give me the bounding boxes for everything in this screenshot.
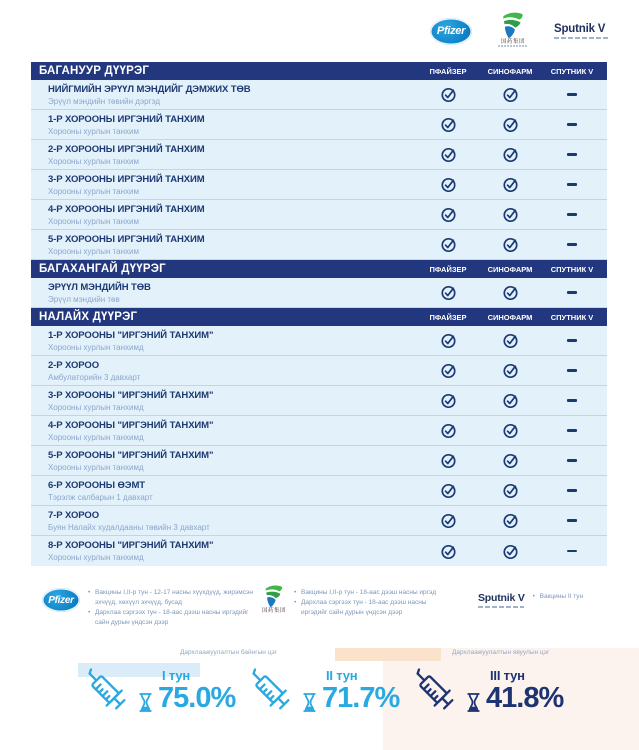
- legend-bullet: • Вакцины I,II-р тун - 12-17 насны хүүхдүүд, жирэмсэн эхчүүд, хөхүүл эхчүүд, бусад: [88, 588, 256, 608]
- check-icon: [440, 392, 457, 409]
- row-title: 2-Р ХОРООНЫ ИРГЭНИЙ ТАНХИМ: [48, 143, 205, 155]
- row-vaccine-cells: [417, 206, 607, 223]
- legend-pfizer: [42, 588, 260, 628]
- vaccine-cell: [541, 206, 603, 223]
- vaccine-cell: [417, 512, 479, 529]
- vaccine-cell: [479, 482, 541, 499]
- check-icon: [502, 422, 519, 439]
- vaccine-cell: [541, 176, 603, 193]
- hourglass-icon: [466, 692, 481, 713]
- vaccine-cell: [417, 176, 479, 193]
- vaccine-cell: [417, 332, 479, 349]
- vaccine-cell: [541, 482, 603, 499]
- check-icon: [440, 512, 457, 529]
- sputnik-logo-text: Sputnik V: [478, 592, 525, 604]
- vaccine-cell: [417, 236, 479, 253]
- row-title: 5-Р ХОРООНЫ "ИРГЭНИЙ ТАНХИМ": [48, 449, 214, 461]
- check-icon: [502, 284, 519, 301]
- check-icon: [502, 512, 519, 529]
- row-name: [31, 390, 417, 412]
- stat-dose-2: [246, 662, 399, 722]
- dash-icon: [567, 399, 577, 402]
- table-row: [31, 200, 607, 230]
- section-title: БАГАХАНГАЙ ДҮҮРЭГ: [39, 263, 166, 275]
- vaccine-cell: [479, 512, 541, 529]
- vaccine-cell: [541, 392, 603, 409]
- vaccine-cell: [541, 146, 603, 163]
- vaccine-cell: [541, 362, 603, 379]
- dash-icon: [567, 519, 577, 522]
- check-icon: [440, 482, 457, 499]
- legend-sinopharm: [262, 588, 440, 618]
- table-row: [31, 356, 607, 386]
- column-header: СПУТНИК V: [550, 312, 594, 322]
- stat-label: II тун: [326, 668, 358, 683]
- vaccine-cell: [417, 206, 479, 223]
- syringe-icon: [82, 662, 134, 722]
- row-name: [31, 84, 417, 106]
- row-subtitle: Хорооны хурлын танхим: [48, 156, 139, 166]
- check-icon: [502, 332, 519, 349]
- legend-bullet: • Дархлаа сэргээх тун - 18-аас дээш насны иргэдийг сайн дурын үндсэн дээр: [294, 598, 439, 618]
- vaccine-columns: [417, 313, 607, 322]
- row-name: [31, 330, 417, 352]
- vaccine-cell: [417, 362, 479, 379]
- vaccine-cell: [417, 392, 479, 409]
- column-header: СИНОФАРМ: [487, 66, 533, 76]
- check-icon: [440, 284, 457, 301]
- vaccine-cell: [479, 362, 541, 379]
- column-header: ПФАЙЗЕР: [429, 66, 467, 76]
- column-header: ПФАЙЗЕР: [429, 264, 467, 274]
- row-vaccine-cells: [417, 512, 607, 529]
- row-title: НИЙГМИЙН ЭРҮҮЛ МЭНДИЙГ ДЭМЖИХ ТӨВ: [48, 83, 251, 95]
- column-header: СПУТНИК V: [550, 66, 594, 76]
- check-icon: [440, 452, 457, 469]
- check-icon: [440, 362, 457, 379]
- stat-value: 71.7%: [322, 682, 400, 714]
- stat-value: 75.0%: [158, 682, 236, 714]
- vaccine-cell: [417, 284, 479, 301]
- vaccine-columns: [417, 265, 607, 274]
- row-name: [31, 450, 417, 472]
- legend-permanent-label: Дархлаажуулалтын байнгын цэг: [180, 649, 278, 656]
- hourglass-icon: [302, 692, 317, 713]
- vaccine-cell: [417, 452, 479, 469]
- table-row: [31, 326, 607, 356]
- pfizer-logo-small: [42, 588, 80, 612]
- check-icon: [440, 422, 457, 439]
- table-row: [31, 476, 607, 506]
- row-vaccine-cells: [417, 362, 607, 379]
- legend-bullet: • Вакцины II тун: [533, 592, 603, 602]
- vaccine-cell: [479, 176, 541, 193]
- vaccine-cell: [479, 284, 541, 301]
- row-title: 5-Р ХОРООНЫ ИРГЭНИЙ ТАНХИМ: [48, 233, 205, 245]
- row-subtitle: Буян Налайх худалдааны төвийн 3 давхарт: [48, 522, 210, 532]
- table-row: [31, 110, 607, 140]
- vaccine-cell: [479, 206, 541, 223]
- check-icon: [440, 146, 457, 163]
- vaccine-cell: [541, 116, 603, 133]
- row-subtitle: Хорооны хурлын танхимд: [48, 342, 144, 352]
- vaccine-cell: [541, 332, 603, 349]
- dash-icon: [567, 183, 577, 186]
- sputnik-logo-text: Sputnik V: [554, 23, 606, 35]
- dash-icon: [567, 339, 577, 342]
- sinopharm-cn-text: 国药集团: [262, 608, 287, 614]
- check-icon: [502, 543, 519, 560]
- vaccine-brand-logos: [430, 6, 608, 56]
- dash-icon: [567, 429, 577, 432]
- vaccine-cell: [417, 146, 479, 163]
- row-subtitle: Хорооны хурлын танхимд: [48, 553, 144, 562]
- vaccine-cell: [479, 543, 541, 560]
- stat-dose-3: [410, 662, 563, 722]
- row-title: 3-Р ХОРООНЫ "ИРГЭНИЙ ТАНХИМ": [48, 389, 214, 401]
- row-title: 7-Р ХОРОО: [48, 509, 99, 521]
- row-subtitle: Эрүүл мэндийн төвийн дэргэд: [48, 96, 161, 106]
- row-title: 4-Р ХОРООНЫ "ИРГЭНИЙ ТАНХИМ": [48, 419, 214, 431]
- check-icon: [502, 392, 519, 409]
- check-icon: [440, 206, 457, 223]
- sputnik-logo: [554, 23, 608, 39]
- sinopharm-logo: [498, 11, 528, 48]
- row-title: 1-Р ХОРООНЫ ИРГЭНИЙ ТАНХИМ: [48, 113, 205, 125]
- check-icon: [440, 236, 457, 253]
- row-vaccine-cells: [417, 452, 607, 469]
- table-row: [31, 416, 607, 446]
- row-vaccine-cells: [417, 116, 607, 133]
- check-icon: [502, 146, 519, 163]
- row-title: ЭРҮҮЛ МЭНДИЙН ТӨВ: [48, 281, 151, 293]
- table-row: [31, 386, 607, 416]
- row-subtitle: Тэрэлж салбарын 1 давхарт: [48, 492, 153, 502]
- vaccine-cell: [417, 543, 479, 560]
- section-header: [31, 62, 607, 80]
- vaccine-cell: [541, 422, 603, 439]
- row-name: [31, 510, 417, 532]
- table-row: [31, 506, 607, 536]
- dash-icon: [567, 153, 577, 156]
- stat-label: III тун: [490, 668, 525, 683]
- row-subtitle: Хорооны хурлын танхим: [48, 186, 139, 196]
- pfizer-logo-text: Pfizer: [48, 594, 74, 606]
- table-row: [31, 278, 607, 308]
- check-icon: [440, 332, 457, 349]
- check-icon: [440, 543, 457, 560]
- dash-icon: [567, 243, 577, 246]
- vaccine-cell: [541, 512, 603, 529]
- check-icon: [502, 86, 519, 103]
- vaccine-cell: [479, 236, 541, 253]
- row-name: [31, 480, 417, 502]
- row-subtitle: Амбулаторийн 3 давхарт: [48, 372, 141, 382]
- row-subtitle: Эрүүл мэндийн төв: [48, 294, 120, 304]
- table-row: [31, 536, 607, 566]
- row-name: [31, 144, 417, 166]
- row-vaccine-cells: [417, 392, 607, 409]
- vaccine-cell: [479, 332, 541, 349]
- vaccine-cell: [479, 422, 541, 439]
- check-icon: [502, 362, 519, 379]
- row-title: 4-Р ХОРООНЫ ИРГЭНИЙ ТАНХИМ: [48, 203, 205, 215]
- row-vaccine-cells: [417, 422, 607, 439]
- row-name: [31, 420, 417, 442]
- section-title: НАЛАЙХ ДҮҮРЭГ: [39, 311, 138, 323]
- sinopharm-logo-small: [262, 584, 286, 615]
- sputnik-subtext-line: [478, 606, 524, 608]
- table-row: [31, 140, 607, 170]
- table-row: [31, 170, 607, 200]
- sinopharm-subtext-line: [498, 45, 528, 47]
- pfizer-logo-text: Pfizer: [436, 25, 466, 37]
- syringe-icon: [246, 662, 298, 722]
- dash-icon: [567, 550, 577, 553]
- check-icon: [502, 236, 519, 253]
- vaccine-cell: [541, 86, 603, 103]
- row-title: 2-Р ХОРОО: [48, 359, 99, 371]
- column-header: СИНОФАРМ: [487, 312, 533, 322]
- vaccine-table: [31, 62, 607, 566]
- check-icon: [502, 452, 519, 469]
- table-row: [31, 230, 607, 260]
- row-subtitle: Хорооны хурлын танхим: [48, 216, 139, 226]
- check-icon: [440, 176, 457, 193]
- sinopharm-swirl-icon: [500, 11, 526, 39]
- column-header: СИНОФАРМ: [487, 264, 533, 274]
- vaccine-cell: [417, 422, 479, 439]
- sinopharm-cn-text: 国药集团: [500, 38, 525, 45]
- row-subtitle: Хорооны хурлын танхим: [48, 126, 139, 136]
- row-subtitle: Хорооны хурлын танхимд: [48, 432, 144, 442]
- row-name: [31, 204, 417, 226]
- check-icon: [502, 116, 519, 133]
- vaccine-cell: [479, 146, 541, 163]
- vaccine-cell: [541, 452, 603, 469]
- row-name: [31, 174, 417, 196]
- vaccine-cell: [417, 116, 479, 133]
- hourglass-icon: [138, 692, 153, 713]
- row-vaccine-cells: [417, 332, 607, 349]
- check-icon: [502, 176, 519, 193]
- sputnik-subtext-line: [554, 37, 608, 39]
- section-header: [31, 308, 607, 326]
- row-name: [31, 540, 417, 562]
- dash-icon: [567, 291, 577, 294]
- legend-bullet: • Вакцины I,II-р тун - 18-аас дээш насны иргэд: [294, 588, 439, 598]
- vaccine-cell: [541, 543, 603, 560]
- row-vaccine-cells: [417, 284, 607, 301]
- column-header: СПУТНИК V: [550, 264, 594, 274]
- vaccine-cell: [417, 86, 479, 103]
- vaccine-cell: [541, 284, 603, 301]
- dash-icon: [567, 369, 577, 372]
- row-vaccine-cells: [417, 86, 607, 103]
- vaccine-cell: [479, 116, 541, 133]
- row-vaccine-cells: [417, 146, 607, 163]
- section-title: БАГАНУУР ДҮҮРЭГ: [39, 65, 150, 77]
- vaccine-cell: [479, 86, 541, 103]
- dash-icon: [567, 93, 577, 96]
- table-row: [31, 80, 607, 110]
- row-name: [31, 234, 417, 256]
- dash-icon: [567, 489, 577, 492]
- row-subtitle: Хорооны хурлын танхимд: [48, 462, 144, 472]
- sputnik-logo-small: [478, 592, 525, 608]
- row-subtitle: Хорооны хурлын танхимд: [48, 402, 144, 412]
- dash-icon: [567, 123, 577, 126]
- row-title: 8-Р ХОРООНЫ "ИРГЭНИЙ ТАНХИМ": [48, 540, 214, 551]
- syringe-icon: [410, 662, 462, 722]
- check-icon: [502, 482, 519, 499]
- sinopharm-swirl-icon: [263, 584, 285, 608]
- row-name: [31, 360, 417, 382]
- row-vaccine-cells: [417, 482, 607, 499]
- legend-mobile-swatch: [335, 648, 441, 661]
- vaccine-cell: [541, 236, 603, 253]
- row-subtitle: Хорооны хурлын танхим: [48, 246, 139, 256]
- row-title: 6-Р ХОРООНЫ ӨЭМТ: [48, 479, 145, 491]
- column-header: ПФАЙЗЕР: [429, 312, 467, 322]
- check-icon: [440, 86, 457, 103]
- row-vaccine-cells: [417, 176, 607, 193]
- legend-bullet: • Дархлаа сэргээх тун - 18-аас дээш насны иргэдийг сайн дурын үндсэн дээр: [88, 608, 256, 628]
- stat-dose-1: [82, 662, 235, 722]
- table-row: [31, 446, 607, 476]
- dash-icon: [567, 459, 577, 462]
- vaccine-cell: [417, 482, 479, 499]
- check-icon: [440, 116, 457, 133]
- dash-icon: [567, 213, 577, 216]
- stat-label: I тун: [162, 668, 190, 683]
- check-icon: [502, 206, 519, 223]
- legend-sputnik: [478, 592, 608, 608]
- row-vaccine-cells: [417, 543, 607, 560]
- pfizer-logo: [430, 18, 472, 45]
- row-title: 1-Р ХОРООНЫ "ИРГЭНИЙ ТАНХИМ": [48, 329, 214, 341]
- section-header: [31, 260, 607, 278]
- row-title: 3-Р ХОРООНЫ ИРГЭНИЙ ТАНХИМ: [48, 173, 205, 185]
- row-name: [31, 282, 417, 304]
- legend-mobile-label: Дархлаажуулалтын явуулын цэг: [452, 649, 550, 656]
- vaccine-cell: [479, 452, 541, 469]
- row-name: [31, 114, 417, 136]
- vaccine-columns: [417, 67, 607, 76]
- vaccine-cell: [479, 392, 541, 409]
- row-vaccine-cells: [417, 236, 607, 253]
- stat-value: 41.8%: [486, 682, 564, 714]
